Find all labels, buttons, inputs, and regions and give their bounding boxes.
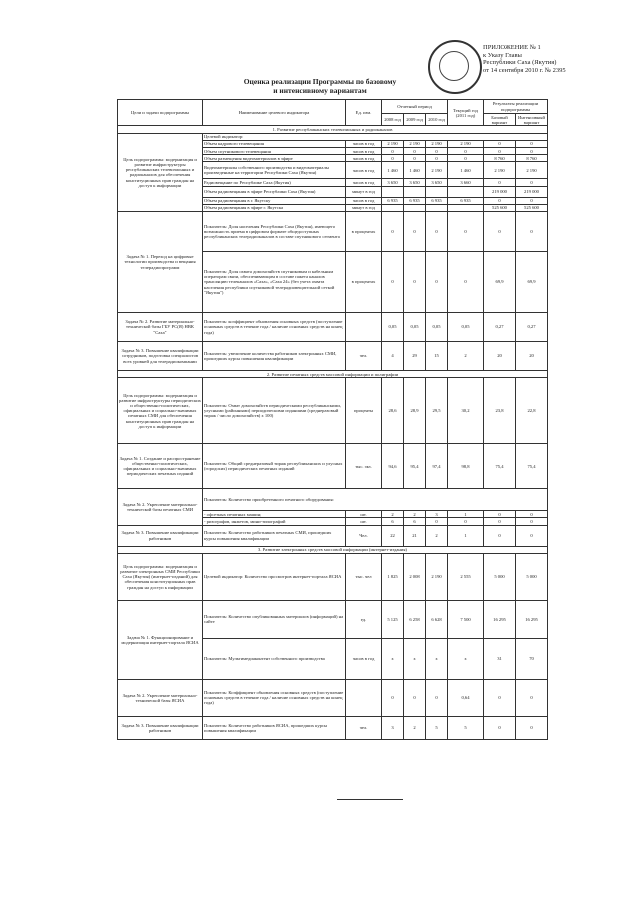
value-cell: 0,64 bbox=[448, 679, 484, 716]
value-cell: 5 bbox=[448, 716, 484, 739]
unit-cell: проценты bbox=[346, 378, 382, 444]
value-cell bbox=[382, 186, 404, 197]
value-cell: 0 bbox=[484, 140, 516, 147]
unit-cell: тыс. экз. bbox=[346, 444, 382, 489]
table-row bbox=[118, 342, 548, 371]
value-cell: 1 460 bbox=[382, 162, 404, 179]
unit-cell bbox=[346, 679, 382, 716]
value-cell: 6 935 bbox=[382, 197, 404, 204]
value-cell: 2 190 bbox=[382, 140, 404, 147]
value-cell: x bbox=[404, 638, 426, 679]
indicator-cell: Объем радиовещания в г. Якутску bbox=[203, 197, 346, 204]
value-cell: 1 825 bbox=[382, 553, 404, 600]
value-cell: 0 bbox=[426, 679, 448, 716]
value-cell: 219 000 bbox=[484, 186, 516, 197]
value-cell: 0 bbox=[516, 518, 548, 525]
value-cell: 5 bbox=[426, 716, 448, 739]
value-cell: 525 600 bbox=[484, 204, 516, 211]
value-cell: 0 bbox=[448, 518, 484, 525]
value-cell: 6 935 bbox=[448, 197, 484, 204]
unit-cell: часов в год bbox=[346, 148, 382, 155]
value-cell: 22,8 bbox=[516, 378, 548, 444]
indicator-cell: Показатель: Количество работников печатных СМИ, прошедших курсы повышения квалификации bbox=[203, 525, 346, 546]
indicator-cell: Объем кадрового телевещания bbox=[203, 140, 346, 147]
unit-cell: шт. bbox=[346, 518, 382, 525]
indicator-cell: Показатель: Доля населения Республики Саха (Якутия), имеющего возможность приема в цифровом формате общедоступных республиканских телерадиоканалов в составе спутникового сегмента bbox=[203, 212, 346, 252]
title-line: и интенсивному вариантам bbox=[273, 85, 367, 95]
table-row bbox=[118, 212, 548, 252]
value-cell: 3 bbox=[382, 716, 404, 739]
header-unit: Ед. изм. bbox=[346, 100, 382, 126]
value-cell: 0 bbox=[382, 212, 404, 252]
value-cell: 69,9 bbox=[516, 252, 548, 313]
indicator-cell: Объем радиовещания в эфире Республики Саха (Якутия) bbox=[203, 186, 346, 197]
table-row bbox=[118, 489, 548, 511]
section-title: 2. Развитие печатных средств массовой информации и полиграфии bbox=[118, 371, 548, 378]
header-goals: Цели и задачи подпрограммы bbox=[118, 100, 203, 126]
unit-cell: часов в год bbox=[346, 155, 382, 162]
value-cell: 6 258 bbox=[404, 600, 426, 638]
value-cell: 0 bbox=[448, 212, 484, 252]
value-cell: 75,4 bbox=[516, 444, 548, 489]
value-cell: 28,6 bbox=[382, 378, 404, 444]
value-cell: 0,27 bbox=[484, 313, 516, 342]
value-cell: 2 bbox=[404, 511, 426, 518]
value-cell: 0 bbox=[516, 525, 548, 546]
value-cell: 6 628 bbox=[426, 600, 448, 638]
header-indicator: Наименование целевого индикатора bbox=[203, 100, 346, 126]
task-cell: Задача № 2. Укрепление материально-технической базы ЯСИА bbox=[118, 679, 203, 716]
value-cell: 20 bbox=[484, 342, 516, 371]
value-cell: 2 190 bbox=[426, 553, 448, 600]
value-cell: 2 bbox=[426, 525, 448, 546]
unit-cell: в процентах bbox=[346, 252, 382, 313]
value-cell: 16 295 bbox=[484, 600, 516, 638]
value-cell: 0 bbox=[484, 179, 516, 186]
indicator-cell: Объем спутникового телевещания bbox=[203, 148, 346, 155]
value-cell: 7 500 bbox=[448, 600, 484, 638]
indicator-label: Показатель: Количество приобретенного печатного оборудования: bbox=[203, 489, 548, 511]
header-current-year: Текущий год (2011 год) bbox=[448, 100, 484, 126]
indicator-cell: Радиовещание по Республике Саха (Якутия) bbox=[203, 179, 346, 186]
header-y2008: 2008 год bbox=[382, 114, 404, 126]
table-row bbox=[118, 600, 548, 638]
table-row bbox=[118, 679, 548, 716]
goal-cell: Цель подпрограммы: модернизация и развитие инфраструктуры республиканских телевизионных и радиоканалов для обеспечения конституционных прав граждан на доступ к информации bbox=[118, 133, 203, 211]
unit-cell: часов в год bbox=[346, 140, 382, 147]
value-cell: 31 bbox=[484, 638, 516, 679]
task-cell: Задача № 2. Развитие материально-технической базы ГБУ РС(Я) НВК "Саха" bbox=[118, 313, 203, 342]
value-cell: 21 bbox=[404, 525, 426, 546]
value-cell: 6 bbox=[404, 518, 426, 525]
table-row bbox=[118, 133, 548, 140]
value-cell: 15 bbox=[426, 342, 448, 371]
appendix-line: Республики Саха (Якутия) bbox=[483, 59, 557, 66]
value-cell: x bbox=[382, 638, 404, 679]
table-row bbox=[118, 126, 548, 133]
indicator-cell: Объем радиовещания в эфире г. Якутска bbox=[203, 204, 346, 211]
value-cell: 0 bbox=[426, 155, 448, 162]
value-cell: 0,27 bbox=[516, 313, 548, 342]
appendix-line: к Указу Главы bbox=[483, 51, 522, 59]
table-row bbox=[118, 716, 548, 739]
unit-cell bbox=[346, 313, 382, 342]
value-cell: 0 bbox=[448, 252, 484, 313]
indicator-label: Целевой индикатор: bbox=[203, 133, 548, 140]
value-cell: 3 bbox=[426, 511, 448, 518]
value-cell: 2 190 bbox=[426, 140, 448, 147]
indicator-cell: Показатель: Мультимедиаконтент собственного производства bbox=[203, 638, 346, 679]
value-cell: 5 000 bbox=[484, 553, 516, 600]
value-cell: 0,05 bbox=[382, 313, 404, 342]
table-row bbox=[118, 444, 548, 489]
value-cell: 0 bbox=[484, 212, 516, 252]
value-cell: 2 bbox=[404, 716, 426, 739]
value-cell: 0 bbox=[382, 252, 404, 313]
value-cell: 0 bbox=[516, 511, 548, 518]
task-cell: Задача № 1. Переход на цифровые технологии производства и вещания телерадиопрограмм bbox=[118, 212, 203, 313]
value-cell: 0 bbox=[404, 212, 426, 252]
value-cell: 2 008 bbox=[404, 553, 426, 600]
value-cell: 94,6 bbox=[382, 444, 404, 489]
table-row bbox=[118, 553, 548, 600]
value-cell: 2 190 bbox=[448, 140, 484, 147]
value-cell: 219 000 bbox=[516, 186, 548, 197]
title-line: Оценка реализации Программы по базовому bbox=[243, 77, 397, 86]
appendix-line: от 14 сентября 2010 г. № 2395 bbox=[483, 66, 566, 74]
value-cell: 0 bbox=[426, 252, 448, 313]
value-cell: 2 190 bbox=[426, 162, 448, 179]
appendix-line: ПРИЛОЖЕНИЕ № 1 bbox=[483, 44, 541, 51]
value-cell: 0 bbox=[516, 716, 548, 739]
value-cell: 22 bbox=[382, 525, 404, 546]
unit-cell: в процентах bbox=[346, 212, 382, 252]
value-cell: 95,4 bbox=[404, 444, 426, 489]
indicator-cell: Показатель: Доля охвата домохозяйств спутниковым и кабельным операторам связи, обеспечивающим в составе пакета каналов трансляцию телеканалов «Саха», «Саха 24» (без учета охвата населения республики спутниковой телерадиовещательной сеткой "Якутия") bbox=[203, 252, 346, 313]
value-cell: 97,4 bbox=[426, 444, 448, 489]
value-cell: 5 125 bbox=[382, 600, 404, 638]
value-cell: 23,8 bbox=[484, 378, 516, 444]
value-cell: 8 760 bbox=[484, 155, 516, 162]
value-cell bbox=[404, 204, 426, 211]
value-cell: 0 bbox=[404, 148, 426, 155]
value-cell bbox=[426, 186, 448, 197]
value-cell: 0 bbox=[516, 679, 548, 716]
value-cell: 29 bbox=[404, 342, 426, 371]
value-cell: 525 600 bbox=[516, 204, 548, 211]
indicator-cell: Показатель: увеличение количества работников электронных СМИ, прошедших курсы повышения квалификации bbox=[203, 342, 346, 371]
header-base: Базовый вариант bbox=[484, 114, 516, 126]
table-row bbox=[118, 378, 548, 444]
value-cell: 0 bbox=[484, 716, 516, 739]
value-cell: 69,9 bbox=[484, 252, 516, 313]
value-cell: 5 000 bbox=[516, 553, 548, 600]
indicator-cell: Показатель: Количество опубликованных материалов (информаций) на сайте bbox=[203, 600, 346, 638]
value-cell: 0 bbox=[404, 252, 426, 313]
value-cell: 28,9 bbox=[404, 378, 426, 444]
task-cell: Задача № 1. Функционирование и модернизация интернет-портала ЯСИА bbox=[118, 600, 203, 679]
value-cell: 30,2 bbox=[448, 378, 484, 444]
value-cell: 0 bbox=[516, 140, 548, 147]
table-row bbox=[118, 371, 548, 378]
unit-cell: тыс. чел bbox=[346, 553, 382, 600]
value-cell: 0 bbox=[404, 155, 426, 162]
value-cell: 16 295 bbox=[516, 600, 548, 638]
task-cell: Задача № 3. Повышение квалификации сотрудников, подготовка специалистов всех уровней для телерадиокомпании bbox=[118, 342, 203, 371]
indicator-cell: - офсетных печатных машин; bbox=[203, 511, 346, 518]
table-row bbox=[118, 525, 548, 546]
value-cell: 0 bbox=[448, 155, 484, 162]
value-cell: 6 935 bbox=[404, 197, 426, 204]
value-cell bbox=[448, 204, 484, 211]
footer-rule bbox=[337, 799, 403, 800]
value-cell: 0 bbox=[382, 155, 404, 162]
value-cell: 0,05 bbox=[404, 313, 426, 342]
value-cell: 0 bbox=[484, 525, 516, 546]
header-report-period: Отчетный период bbox=[382, 100, 448, 114]
header-results: Результаты реализации подпрограммы bbox=[484, 100, 548, 114]
value-cell: 0 bbox=[516, 148, 548, 155]
indicator-cell: Видеоматериалы собственного производства и видеоматериалы произведенные на территории Республики Саха (Якутия) bbox=[203, 162, 346, 179]
indicator-cell: Показатель: Количество работников ЯСИА, прошедших курсы повышения квалификации bbox=[203, 716, 346, 739]
indicator-cell: Показатель: Общий среднеразовый тираж республиканских и улусных (городских) периодических печатных изданий bbox=[203, 444, 346, 489]
unit-cell: часов в год bbox=[346, 638, 382, 679]
value-cell: 1 460 bbox=[404, 162, 426, 179]
value-cell: 3 660 bbox=[448, 179, 484, 186]
value-cell: 0 bbox=[426, 148, 448, 155]
value-cell: 6 bbox=[382, 518, 404, 525]
task-cell: Задача № 3. Повышение квалификации работников bbox=[118, 716, 203, 739]
header-y2010: 2010 год bbox=[426, 114, 448, 126]
evaluation-table bbox=[117, 99, 548, 740]
value-cell: 0 bbox=[516, 212, 548, 252]
value-cell: 2 555 bbox=[448, 553, 484, 600]
value-cell: 29,5 bbox=[426, 378, 448, 444]
indicator-cell: Целевой индикатор: Количество просмотров интернет-портала ЯСИА bbox=[203, 553, 346, 600]
indicator-cell: Объем размещения видеоматериалов в эфире bbox=[203, 155, 346, 162]
value-cell: 0 bbox=[426, 518, 448, 525]
unit-cell: часов в год bbox=[346, 197, 382, 204]
value-cell: 0 bbox=[484, 148, 516, 155]
table-row bbox=[118, 100, 548, 114]
value-cell: 4 bbox=[382, 342, 404, 371]
value-cell: 0 bbox=[516, 179, 548, 186]
header-intense: Интенсивный вариант bbox=[516, 114, 548, 126]
value-cell: 3 650 bbox=[382, 179, 404, 186]
value-cell: 0 bbox=[484, 679, 516, 716]
value-cell: 0 bbox=[404, 679, 426, 716]
indicator-cell: - ризографов, инжетов, мини-типографий bbox=[203, 518, 346, 525]
value-cell bbox=[382, 204, 404, 211]
value-cell: 1 bbox=[448, 511, 484, 518]
table-row bbox=[118, 313, 548, 342]
value-cell: 2 bbox=[382, 511, 404, 518]
value-cell: x bbox=[426, 638, 448, 679]
value-cell: 0 bbox=[382, 679, 404, 716]
value-cell: 0 bbox=[484, 518, 516, 525]
table-row bbox=[118, 546, 548, 553]
indicator-cell: Показатель: Коэффициент обновления основных средств (поступление основных средств в течение года / наличие основных средств на конец года) bbox=[203, 679, 346, 716]
value-cell: 75,4 bbox=[484, 444, 516, 489]
appendix-block bbox=[483, 44, 566, 74]
document-title bbox=[0, 78, 640, 95]
unit-cell: часов в год bbox=[346, 179, 382, 186]
task-cell: Задача № 1. Создание и распространение общественно-политических, официальных и социально-значимых периодических печатных изданий bbox=[118, 444, 203, 489]
value-cell: 0,05 bbox=[448, 313, 484, 342]
value-cell: 2 190 bbox=[484, 162, 516, 179]
value-cell: 0 bbox=[382, 148, 404, 155]
value-cell: 2 190 bbox=[404, 140, 426, 147]
value-cell: 0,05 bbox=[426, 313, 448, 342]
value-cell: 1 bbox=[448, 525, 484, 546]
unit-cell: минут в год bbox=[346, 204, 382, 211]
value-cell: 2 190 bbox=[516, 162, 548, 179]
value-cell: 6 935 bbox=[426, 197, 448, 204]
goal-cell: Цель подпрограммы: модернизация и развитие электронных СМИ Республики Саха (Якутия) (интернет-изданий) для обеспечения конституционных прав граждан на доступ к информации bbox=[118, 553, 203, 600]
section-title: 1. Развитие республиканских телевизионных и радиоканалов bbox=[118, 126, 548, 133]
value-cell: 70 bbox=[516, 638, 548, 679]
value-cell: x bbox=[448, 638, 484, 679]
task-cell: Задача № 2. Укрепление материально-технической базы печатных СМИ bbox=[118, 489, 203, 525]
value-cell: 98,8 bbox=[448, 444, 484, 489]
value-cell: 3 650 bbox=[404, 179, 426, 186]
unit-cell: Чел. bbox=[346, 525, 382, 546]
indicator-cell: Показатель: Охват домохозяйств периодическими республиканскими, улусными (районными) периодическими изданиями (среднеразовый тираж / число домохозяйств) х 100) bbox=[203, 378, 346, 444]
unit-cell: ед. bbox=[346, 600, 382, 638]
goal-cell: Цель подпрограммы: модернизация и развитие инфраструктуры периодических и общественно-политических, официальных и социально-значимых печатных СМИ для обеспечения конституционных прав граждан на доступ к информации bbox=[118, 378, 203, 444]
unit-cell: шт. bbox=[346, 511, 382, 518]
value-cell: 3 650 bbox=[426, 179, 448, 186]
value-cell: 8 760 bbox=[516, 155, 548, 162]
value-cell: 0 bbox=[484, 511, 516, 518]
value-cell: 0 bbox=[516, 197, 548, 204]
indicator-cell: Показатель: коэффициент обновления основных средств (поступление основных средств в течение года / наличие основных средств на конец года) bbox=[203, 313, 346, 342]
value-cell: 0 bbox=[426, 212, 448, 252]
task-cell: Задача № 3. Повышение квалификации работников bbox=[118, 525, 203, 546]
value-cell: 1 460 bbox=[448, 162, 484, 179]
value-cell: 0 bbox=[484, 197, 516, 204]
header-y2009: 2009 год bbox=[404, 114, 426, 126]
unit-cell: чел. bbox=[346, 342, 382, 371]
value-cell: 2 bbox=[448, 342, 484, 371]
value-cell bbox=[426, 204, 448, 211]
unit-cell: чел. bbox=[346, 716, 382, 739]
value-cell: 0 bbox=[448, 148, 484, 155]
unit-cell: часов в год bbox=[346, 162, 382, 179]
value-cell bbox=[404, 186, 426, 197]
unit-cell: минут в год bbox=[346, 186, 382, 197]
value-cell: 20 bbox=[516, 342, 548, 371]
value-cell bbox=[448, 186, 484, 197]
section-title: 3. Развитие электронных средств массовой информации (интернет-издания) bbox=[118, 546, 548, 553]
